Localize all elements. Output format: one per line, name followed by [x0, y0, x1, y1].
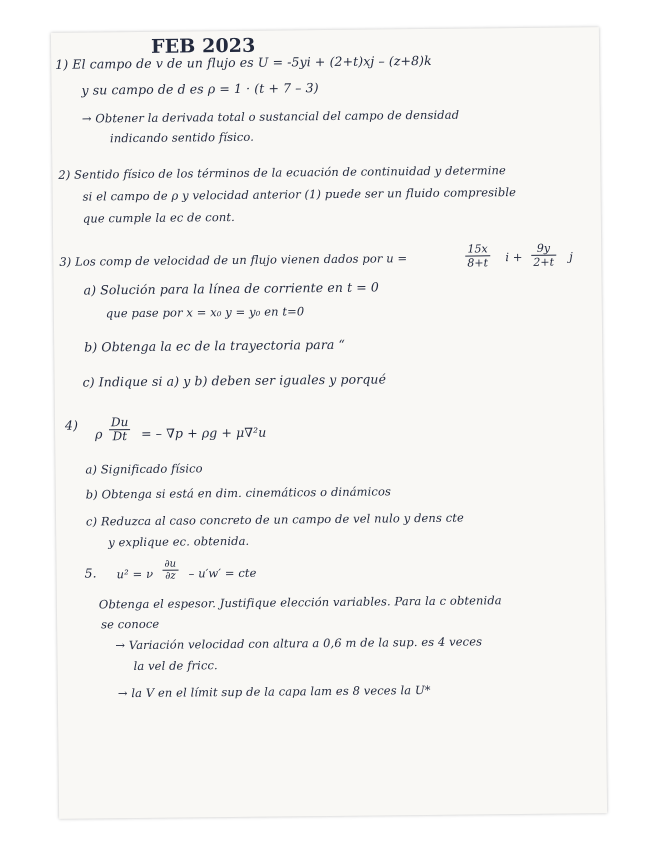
- q1-line-2: y su campo de d es ρ = 1 · (t + 7 – 3): [81, 80, 319, 98]
- q5-label: 5.: [84, 565, 97, 581]
- q2-line-3: que cumple la ec de cont.: [82, 209, 235, 226]
- q4-material-derivative-denominator: Dt: [112, 429, 128, 444]
- q1-line-1: 1) El campo de v de un flujo es U = -5yi + (2+t)xj – (z+8)k: [55, 52, 432, 72]
- q1-line-3: → Obtener la derivada total o sustancial del campo de densidad: [81, 107, 460, 126]
- q3-part-b: b) Obtenga la ec de la trayectoria para “: [84, 336, 346, 355]
- q4-material-derivative: [109, 416, 131, 443]
- handwritten-exam-sheet: [51, 27, 607, 819]
- q5-line-2: se conoce: [101, 616, 160, 632]
- q1-line-4: indicando sentido físico.: [109, 129, 255, 146]
- q3-fraction-u: [465, 242, 490, 269]
- q4-navier-stokes-rhs: = – ∇p + ρg + μ∇²u: [141, 424, 267, 441]
- q3-i-term: i +: [505, 249, 523, 265]
- q5-partial-derivative: [162, 559, 178, 582]
- q4-part-a: a) Significado físico: [85, 461, 203, 477]
- q5-line-4: la vel de fricc.: [133, 658, 218, 674]
- q5-line-1: Obtenga el espesor. Justifique elección variables. Para la c obtenida: [98, 593, 502, 612]
- q5-partial-derivative-numerator: ∂u: [162, 559, 178, 571]
- q5-eq-right: – u′w′ = cte: [188, 565, 257, 581]
- q3-part-a-line-2: que pase por x = x₀ y = y₀ en t=0: [105, 304, 305, 321]
- q3-part-a-line-1: a) Solución para la línea de corriente en t = 0: [83, 279, 380, 298]
- q4-part-b: b) Obtenga si está en dim. cinemáticos o dinámicos: [85, 484, 392, 502]
- page-title: FEB 2023: [150, 34, 256, 58]
- q3-fraction-v: [531, 242, 556, 269]
- q3-fraction-v-denominator: 2+t: [533, 255, 555, 269]
- q4-label: 4): [64, 417, 79, 433]
- q3-line-1: 3) Los comp de velocidad de un flujo vienen dados por u =: [59, 251, 408, 269]
- q4-part-c-line-2: y explique ec. obtenida.: [108, 533, 250, 550]
- q4-rho: ρ: [95, 426, 103, 442]
- q2-line-2: si el campo de ρ y velocidad anterior (1) puede ser un fluido compresible: [82, 185, 517, 204]
- q5-partial-derivative-denominator: ∂z: [165, 570, 176, 582]
- q3-fraction-u-denominator: 8+t: [467, 256, 489, 270]
- q3-fraction-u-numerator: 15x: [465, 242, 490, 256]
- q2-line-1: 2) Sentido físico de los términos de la ecuación de continuidad y determine: [58, 163, 506, 182]
- q5-line-3: → Variación velocidad con altura a 0,6 m de la sup. es 4 veces: [115, 634, 483, 653]
- q4-material-derivative-numerator: Du: [109, 416, 131, 430]
- q5-eq-left: u² = ν: [116, 566, 154, 582]
- q3-part-c: c) Indique si a) y b) deben ser iguales y porqué: [82, 371, 387, 390]
- q3-fraction-v-numerator: 9y: [531, 242, 556, 256]
- q5-line-5: → la V en el límit sup de la capa lam es 8 veces la U*: [117, 682, 431, 701]
- q4-part-c-line-1: c) Reduzca al caso concreto de un campo de vel nulo y dens cte: [85, 510, 464, 529]
- q3-j-term: j: [569, 249, 574, 264]
